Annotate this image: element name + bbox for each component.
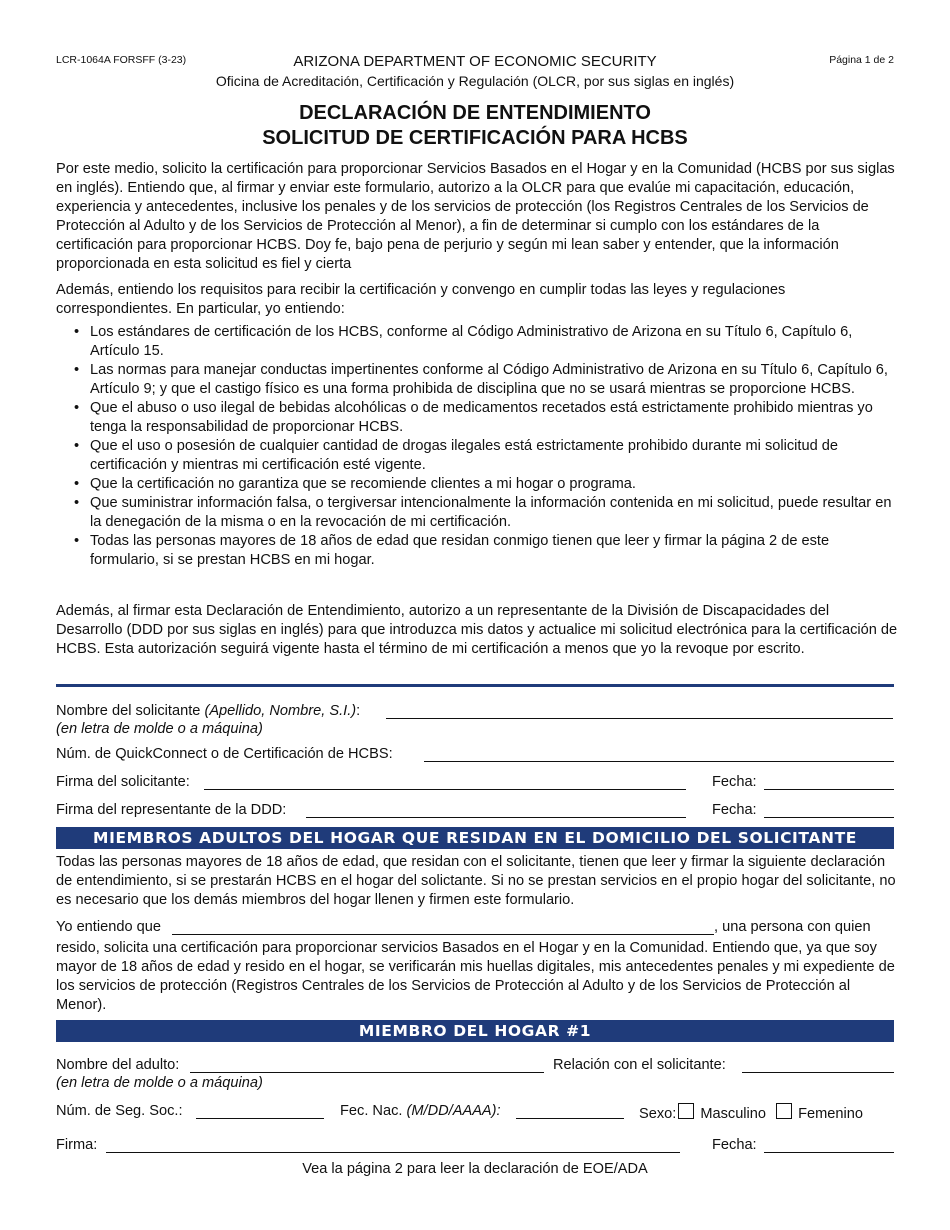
dob-label: Fec. Nac. (M/DD/AAAA): [340,1103,501,1119]
member-print-hint: (en letra de molde o a máquina) [56,1075,263,1091]
office-name: Oficina de Acreditación, Certificación y Regulación (OLCR, por sus siglas en inglés) [215,73,735,89]
adult-name-label: Nombre del adulto: [56,1057,180,1073]
page-title [0,101,950,151]
ddd-signature-label: Firma del representante de la DDD: [56,802,287,818]
ssn-field[interactable] [196,1118,324,1119]
applicant-signature-label: Firma del solicitante: [56,774,190,790]
list-item: • Todas las personas mayores de 18 años de edad que residan conmigo tienen que leer y firmar la página 2 de este formulario, si se prestan HCBS en mi hogar. [56,532,898,570]
applicant-name-label: Nombre del solicitante (Apellido, Nombre, S.I.): [56,703,361,719]
ddd-date-label: Fecha: [712,802,757,818]
understand-paragraph: resido, solicita una certificación para proporcionar servicios Basados en el Hogar y en la Comunidad. Entiendo que, ya que soy mayor de 18 años de edad y resido en el hogar, se verificarán mis huellas digitales, mis antecedentes penales y mi expediente de los servicios de protección (Registros Centrales de los Servicios de Protección al Adulto y de los Servicios de Protección al Menor). [56,940,895,1013]
member-1-banner: MIEMBRO DEL HOGAR #1 [56,1020,894,1042]
female-label: Femenino [798,1106,863,1122]
understand-prefix: Yo entiendo que [56,919,161,935]
list-item: • Que el abuso o uso ilegal de bebidas alcohólicas o de medicamentos recetados está estrictamente prohibido mientras yo tenga la responsabilidad de proporcionar HCBS. [56,399,898,437]
ddd-signature-field[interactable] [306,817,686,818]
applicant-date-label: Fecha: [712,774,757,790]
section-divider [56,684,894,687]
list-item: • Las normas para manejar conductas impertinentes conforme al Código Administrativo de Arizona en su Título 6, Capítulo 6, Artículo 9; y que el castigo físico es una forma prohibida de disciplina que no se usará mientras se proporcione HCBS. [56,361,898,399]
intro-paragraph-1: Por este medio, solicito la certificación para proporcionar Servicios Basados en el Hogar y en la Comunidad (HCBS por sus siglas en inglés). Entiendo que, al firmar y enviar este formulario, autorizo a la OLCR para que evalúe mi capacitación, educación, experiencia y antecedentes, inclusive los penales y de los servicios de protección (los Registros Centrales de los Servicios de Protección al Adulto y de los Servicios de Protección al Menor), a fin de determinar si cumplo con los estándares de la certificación para proporcionar HCBS. Doy fe, bajo pena de perjurio y según mi lean saber y entender, que la información proporcionada en esta solicitud es fiel y cierta [56,161,895,272]
member-signature-label: Firma: [56,1137,98,1153]
ddd-date-field[interactable] [764,817,894,818]
understanding-list [56,323,898,570]
sex-group [639,1103,863,1122]
applicant-name-understand-field[interactable] [172,934,714,935]
title-line-1: DECLARACIÓN DE ENTENDIMIENTO [299,102,651,124]
adult-name-field[interactable] [190,1072,544,1073]
sex-label: Sexo: [639,1106,677,1122]
intro-paragraph-3: Además, al firmar esta Declaración de Entendimiento, autorizo a un representante de la División de Discapacidades del Desarrollo (DDD por sus siglas en inglés) para que introduzca mis datos y actualice mi solicitud electrónica para la certificación de HCBS. Esta autorización seguirá vigente hasta el término de mi certificación a menos que yo la revoque por escrito. [56,603,898,657]
member-date-field[interactable] [764,1152,894,1153]
household-banner: MIEMBROS ADULTOS DEL HOGAR QUE RESIDAN EN EL DOMICILIO DEL SOLICITANTE [56,827,894,849]
print-hint: (en letra de molde o a máquina) [56,721,263,737]
title-line-2: SOLICITUD DE CERTIFICACIÓN PARA HCBS [262,127,688,149]
applicant-signature-field[interactable] [204,789,686,790]
female-checkbox[interactable] [776,1103,792,1119]
understand-suffix: , una persona con quien [714,919,871,935]
list-item: • Que suministrar información falsa, o tergiversar intencionalmente la información contenida en mi solicitud, puede resultar en la denegación de la misma o en la revocación de mi certificación. [56,494,898,532]
ssn-label: Núm. de Seg. Soc.: [56,1103,183,1119]
dob-field[interactable] [516,1118,624,1119]
list-item: • Los estándares de certificación de los HCBS, conforme al Código Administrativo de Arizona en su Título 6, Capítulo 6, Artículo 15. [56,323,898,361]
relation-label: Relación con el solicitante: [553,1057,726,1073]
applicant-name-field[interactable] [386,718,893,719]
member-signature-field[interactable] [106,1152,680,1153]
quickconnect-label: Núm. de QuickConnect o de Certificación de HCBS: [56,746,393,762]
page-number: Página 1 de 2 [829,54,894,66]
agency-name: ARIZONA DEPARTMENT OF ECONOMIC SECURITY [293,53,657,70]
relation-field[interactable] [742,1072,894,1073]
household-paragraph: Todas las personas mayores de 18 años de edad, que residan con el solicitante, tienen que leer y firmar la siguiente declaración de entendimiento, si se prestarán HCBS en el hogar del solictante. Si no se prestan servicios en el propio hogar del solicitante, no es necesario que los demás miembros del hogar llenen y firmen este formulario. [56,854,896,908]
list-item: • Que la certificación no garantiza que se recomiende clientes a mi hogar o programa. [56,475,898,494]
male-checkbox[interactable] [678,1103,694,1119]
member-date-label: Fecha: [712,1137,757,1153]
applicant-date-field[interactable] [764,789,894,790]
footer-note: Vea la página 2 para leer la declaración de EOE/ADA [302,1161,648,1177]
male-label: Masculino [700,1106,767,1122]
intro-paragraph-2: Además, entiendo los requisitos para recibir la certificación y convengo en cumplir todas las leyes y regulaciones correspondientes. En particular, yo entiendo: [56,282,786,317]
quickconnect-field[interactable] [424,761,894,762]
form-id: LCR-1064A FORSFF (3-23) [56,54,187,66]
list-item: • Que el uso o posesión de cualquier cantidad de drogas ilegales está estrictamente prohibido durante mi solicitud de certificación y mientras mi certificación esté vigente. [56,437,898,475]
